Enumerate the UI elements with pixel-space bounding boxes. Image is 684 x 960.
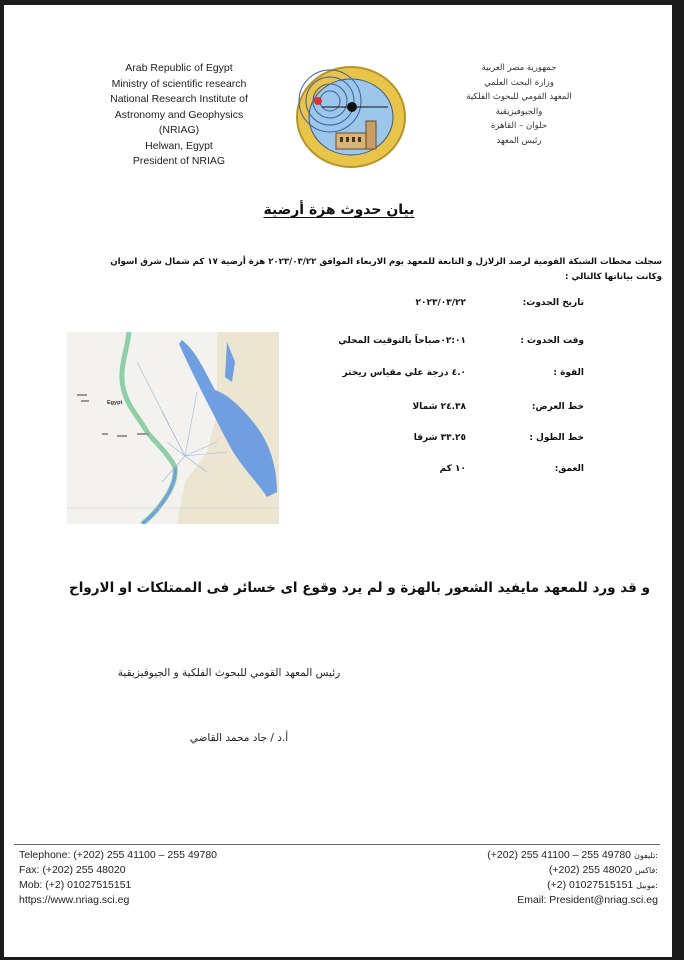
epicenter-map [67, 332, 279, 524]
footer-value: (+202) 255 41100 – 255 49780 [487, 849, 632, 861]
footer-contact-arabic [358, 848, 658, 908]
title-text: بيان حدوث هزة أرضية [263, 202, 415, 218]
footer-fax: Fax: (+202) 255 48020 [19, 864, 126, 876]
fact-value: ١٠ كم [439, 464, 466, 474]
english-letterhead [64, 61, 294, 170]
footer-fax-ar [358, 863, 658, 878]
signatory-title: رئيس المعهد القومي للبحوث الفلكية و الجيوفيزيقية [117, 667, 341, 679]
footer-contact-english [19, 848, 319, 908]
document-title [154, 202, 524, 218]
footer-telephone-ar [358, 848, 658, 863]
fact-label: تاريخ الحدوث: [522, 298, 584, 308]
fact-value: ٣٣.٢٥ شرقا [413, 433, 466, 443]
fact-row-latitude [284, 402, 584, 416]
letterhead-line: والجيوفيزيقية [495, 106, 543, 117]
letterhead-line: National Research Institute of [110, 93, 248, 105]
letterhead-line: President of NRIAG [132, 155, 226, 167]
fact-row-magnitude [284, 368, 584, 382]
footer-label: فاكس: [635, 866, 658, 875]
letterhead-line: حلوان – القاهرة [490, 121, 548, 131]
footer-website-link[interactable]: https://www.nriag.sci.eg [19, 894, 130, 906]
fact-label: خط الطول : [529, 433, 584, 443]
letterhead-line: Helwan, Egypt [145, 139, 213, 152]
fact-value: ٠٢:٠١صباحاً بالتوقيت المحلي [338, 336, 466, 346]
fact-row-time [284, 336, 584, 350]
letterhead-line: Ministry of scientific research [111, 77, 247, 90]
intro-paragraph: سجلت محطات الشبكة القومية لرصد الزلازل و التابعة للمعهد يوم الاربعاء الموافق ٢٠٢٣/٠٣/٢٢ هزة أرضية ١٧ كم شمال شرق اسوان وكانت بياناتها كالتالي : [110, 257, 662, 282]
fact-value: ٢٠٢٣/٠٣/٢٢ [415, 298, 466, 308]
nriag-seal-logo-icon [292, 63, 410, 171]
fact-label: خط العرض: [531, 402, 584, 412]
letterhead-line: (NRIAG) [158, 124, 200, 136]
footer-divider [14, 844, 660, 845]
signatory-name: أ.د / جاد محمد القاضي [189, 732, 289, 744]
fact-label: العمق: [554, 464, 584, 474]
letterhead-line: Arab Republic of Egypt [125, 62, 233, 74]
footer-label: تليفون: [633, 851, 658, 860]
arabic-letterhead [434, 61, 604, 148]
footer-telephone: Telephone: (+202) 255 41100 – 255 49780 [19, 849, 218, 861]
notice-paragraph: و قد ورد للمعهد مايفيد الشعور بالهزة و لم يرد وقوع اى خسائر فى الممتلكات او الارواح [69, 580, 650, 596]
footer-email-link[interactable]: Email: President@nriag.sci.eg [517, 894, 658, 906]
map-country-label: Egypt [107, 400, 123, 406]
fact-value: ٢٤.٣٨ شمالا [412, 402, 466, 412]
footer-value: (+2) 01027515151 [547, 879, 634, 891]
fact-row-depth [284, 464, 584, 478]
fact-row-date [284, 298, 584, 312]
fact-row-longitude [284, 433, 584, 447]
letterhead-line: رئيس المعهد [496, 135, 542, 146]
fact-label: وقت الحدوث : [520, 336, 584, 346]
letterhead-line: وزارة البحث العلمي [484, 77, 554, 88]
footer-mobile: Mob: (+2) 01027515151 [19, 879, 132, 891]
footer-label: موبيل: [636, 881, 658, 890]
fact-value: ٤.٠ درجة علي مقياس ريختر [342, 368, 466, 378]
document-page [4, 5, 672, 957]
letterhead-line: المعهد القومي للبحوث الفلكية [466, 92, 572, 102]
footer-value: (+202) 255 48020 [548, 864, 633, 876]
letterhead-line: جمهورية مصر العربية [481, 63, 557, 73]
footer-mobile-ar [358, 878, 658, 893]
fact-label: القوة : [553, 368, 584, 378]
letterhead-line: Astronomy and Geophysics [114, 108, 244, 121]
